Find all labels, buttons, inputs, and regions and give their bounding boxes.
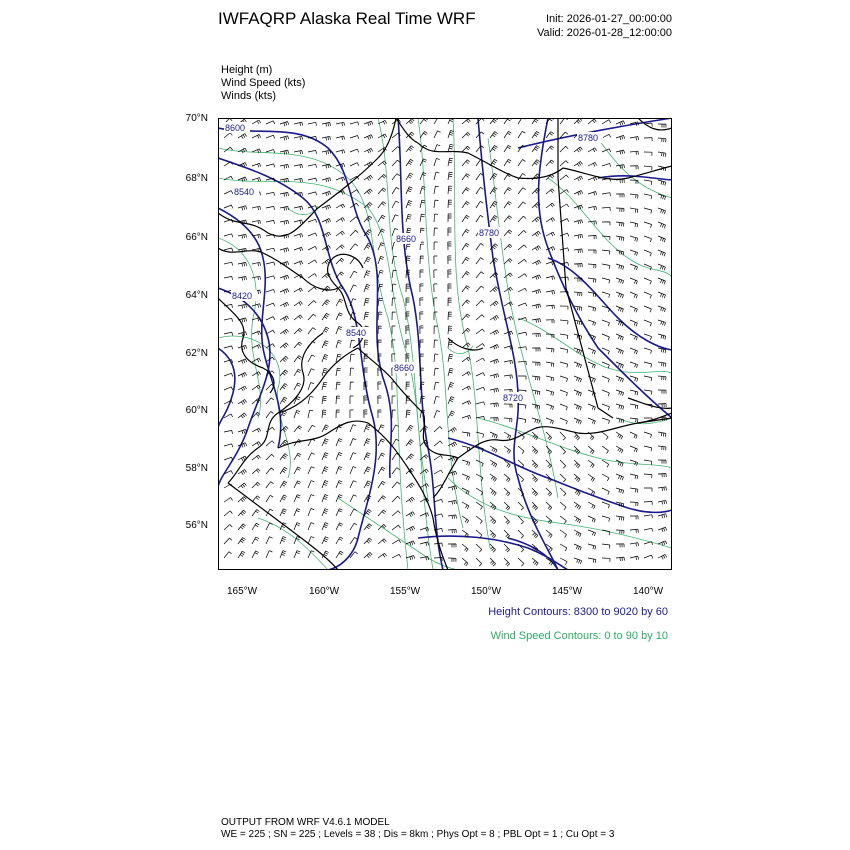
lon-label-150w: 150°W	[471, 586, 502, 597]
wind-speed-contour-note: Wind Speed Contours: 0 to 90 by 10	[490, 630, 668, 642]
lon-label-155w: 155°W	[390, 586, 421, 597]
legend-height: Height (m)	[221, 64, 273, 76]
footer-config: WE = 225 ; SN = 225 ; Levels = 38 ; Dis = 8km ; Phys Opt = 8 ; PBL Opt = 1 ; Cu Opt = 3	[221, 829, 615, 840]
contour-label: 8780	[479, 228, 500, 238]
contour-label: 8720	[503, 393, 524, 403]
map-title: IWFAQRP Alaska Real Time WRF	[218, 9, 476, 28]
lat-label-68n: 68°N	[185, 173, 208, 184]
footer-model: OUTPUT FROM WRF V4.6.1 MODEL	[221, 817, 390, 828]
contour-label: 8540	[346, 328, 367, 338]
legend-winds: Winds (kts)	[221, 90, 276, 102]
contour-label: 8600	[225, 123, 246, 133]
lon-label-165w: 165°W	[227, 586, 258, 597]
lon-label-145w: 145°W	[552, 586, 583, 597]
lat-label-70n: 70°N	[185, 113, 208, 124]
lat-label-60n: 60°N	[185, 405, 208, 416]
lat-label-64n: 64°N	[185, 290, 208, 301]
init-time: Init: 2026-01-27_00:00:00	[546, 13, 672, 25]
contour-label: 8780	[578, 133, 599, 143]
lon-label-160w: 160°W	[309, 586, 340, 597]
lat-label-66n: 66°N	[185, 232, 208, 243]
lon-label-140w: 140°W	[633, 586, 664, 597]
lat-label-58n: 58°N	[185, 463, 208, 474]
height-contour-note: Height Contours: 8300 to 9020 by 60	[488, 606, 668, 618]
contour-label: 8540	[234, 187, 255, 197]
lat-label-56n: 56°N	[185, 520, 208, 531]
contour-label: 8660	[394, 363, 415, 373]
valid-time: Valid: 2026-01-28_12:00:00	[537, 27, 672, 39]
contour-label: 8420	[232, 291, 253, 301]
legend-wind-speed: Wind Speed (kts)	[221, 77, 306, 89]
lat-label-62n: 62°N	[185, 348, 208, 359]
contour-label: 8660	[396, 234, 417, 244]
map-panel	[218, 118, 672, 570]
